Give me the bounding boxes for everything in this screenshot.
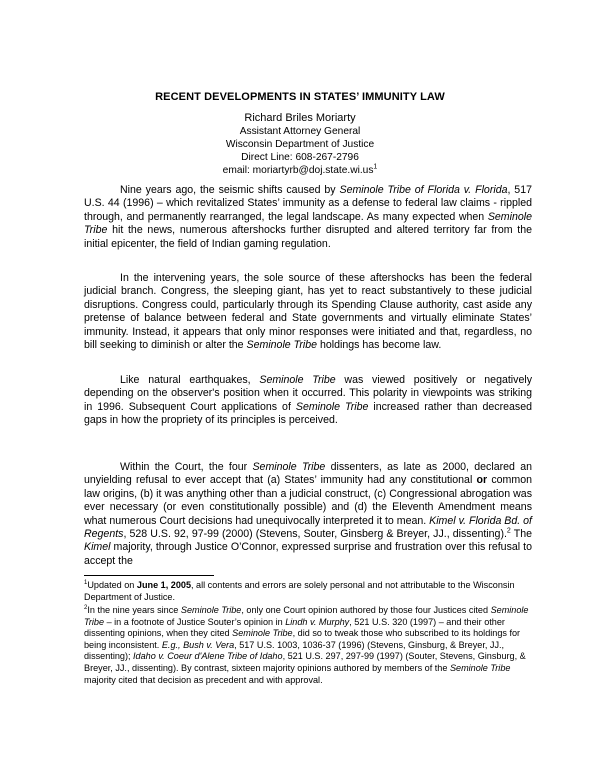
case-citation: Kimel v. Florida Bd. of Regents — [84, 514, 532, 541]
emphasis: or — [476, 474, 488, 487]
author-block — [0, 112, 600, 177]
case-citation: Seminole Tribe — [84, 210, 532, 237]
paragraph-1: Nine years ago, the seismic shifts caused by Seminole Tribe of Florida v. Florida, 517 U.S. 44 (1996) – which revitalized States’ immunity as a defense to federal law claims - rippled through, and permanently rearranged, the legal landscape. As many expected when Seminole Tribe hit the news, numerous aftershocks further disrupted and altered territory far from the initial epicenter, the field of Indian gaming regulation. — [84, 184, 532, 250]
paragraph-4: Within the Court, the four Seminole Tribe dissenters, as late as 2000, declared an unyielding refusal to ever accept that (a) States’ immunity had any constitutional or common law origins, (b) it was anything other than a judicial construct, (c) Congressional abrogation was ever necessary (or even constitutionally possible) and (d) the Eleventh Amendment means what numerous Court decisions had unequivocally interpreted it to mean. Kimel v. Florida Bd. of Regents, 528 U.S. 92, 97-99 (2000) (Stevens, Souter, Ginsberg & Breyer, JJ., dissenting).$^2$ The Kimel majority, through Justice O’Connor, expressed surprise and frustration over this refusal to accept the — [84, 461, 532, 567]
document-title: RECENT DEVELOPMENTS IN STATES’ IMMUNITY LAW — [155, 91, 445, 103]
footnote-2: $^2$In the nine years since Seminole Tribe, only one Court opinion authored by those four Justices cited Seminole Tribe – in a footnote of Justice Souter’s opinion in Lindh v. Murphy, 521 U.S. 320 (1997) – and their other dissenting opinions, when they cited Seminole Tribe, did so to tweak those who subscribed to its holdings for being inconsistent. E.g., Bush v. Vera, 517 U.S. 1003, 1036-37 (1996) (Stevens, Ginsburg, & Breyer, JJ., dissenting); Idaho v. Coeur d'Alene Tribe of Idaho, 521 U.S. 297, 297-99 (1997) (Souter, Stevens, Ginsburg, & Breyer, JJ., dissenting). By contrast, sixteen majority opinions authored by members of the Seminole Tribe majority cited that decision as precedent and with approval. — [84, 604, 529, 685]
author-phone: Direct Line: 608-267-2796 — [241, 152, 359, 163]
author-email: email: moriartyrb@doj.state.wi.us — [222, 165, 374, 176]
case-citation: Seminole Tribe — [252, 461, 326, 473]
author-name: Richard Briles Moriarty — [244, 112, 356, 124]
case-citation: Seminole Tribe — [295, 400, 369, 413]
case-citation: Seminole Tribe — [259, 374, 336, 386]
paragraph-2: In the intervening years, the sole source of these aftershocks has been the federal judicial branch. Congress, the sleeping giant, has yet to react substantively to these judicial disruptions. Congress could, particularly through its Spending Clause authority, cast aside any pretense of balance between federal and State governments and virtually eliminate States’ immunity. Instead, it appears that only minor responses were initiated and that, regardless, no bill seeking to diminish or alter the Seminole Tribe holdings has become law. — [84, 272, 532, 352]
footnote-number: 1 — [84, 579, 88, 586]
author-department: Wisconsin Department of Justice — [225, 139, 375, 150]
author-position: Assistant Attorney General — [239, 126, 361, 137]
update-date: June 1, 2005 — [136, 580, 191, 590]
case-citation: Kimel — [84, 541, 111, 554]
case-citation: Seminole Tribe of Florida v. Florida — [339, 184, 508, 196]
footnote-mark-1: 1 — [373, 163, 378, 171]
footnote-divider — [84, 575, 214, 576]
case-citation: Seminole Tribe — [246, 339, 317, 352]
paragraph-3: Like natural earthquakes, Seminole Tribe was viewed positively or negatively depending on the observer's position when it occurred. This polarity in viewpoints was striking in 1996. Subsequent Court applications of Seminole Tribe increased rather than decreased gaps in how the propriety of its principles is perceived. — [84, 374, 532, 427]
footnote-number: 2 — [84, 604, 88, 611]
footnote-mark-2: 2 — [506, 527, 511, 535]
author-email-line — [0, 164, 600, 177]
footnote-1: $^1$Updated on June 1, 2005, all contents and errors are solely personal and not attributable to the Wisconsin Department of Justice. — [84, 579, 515, 602]
